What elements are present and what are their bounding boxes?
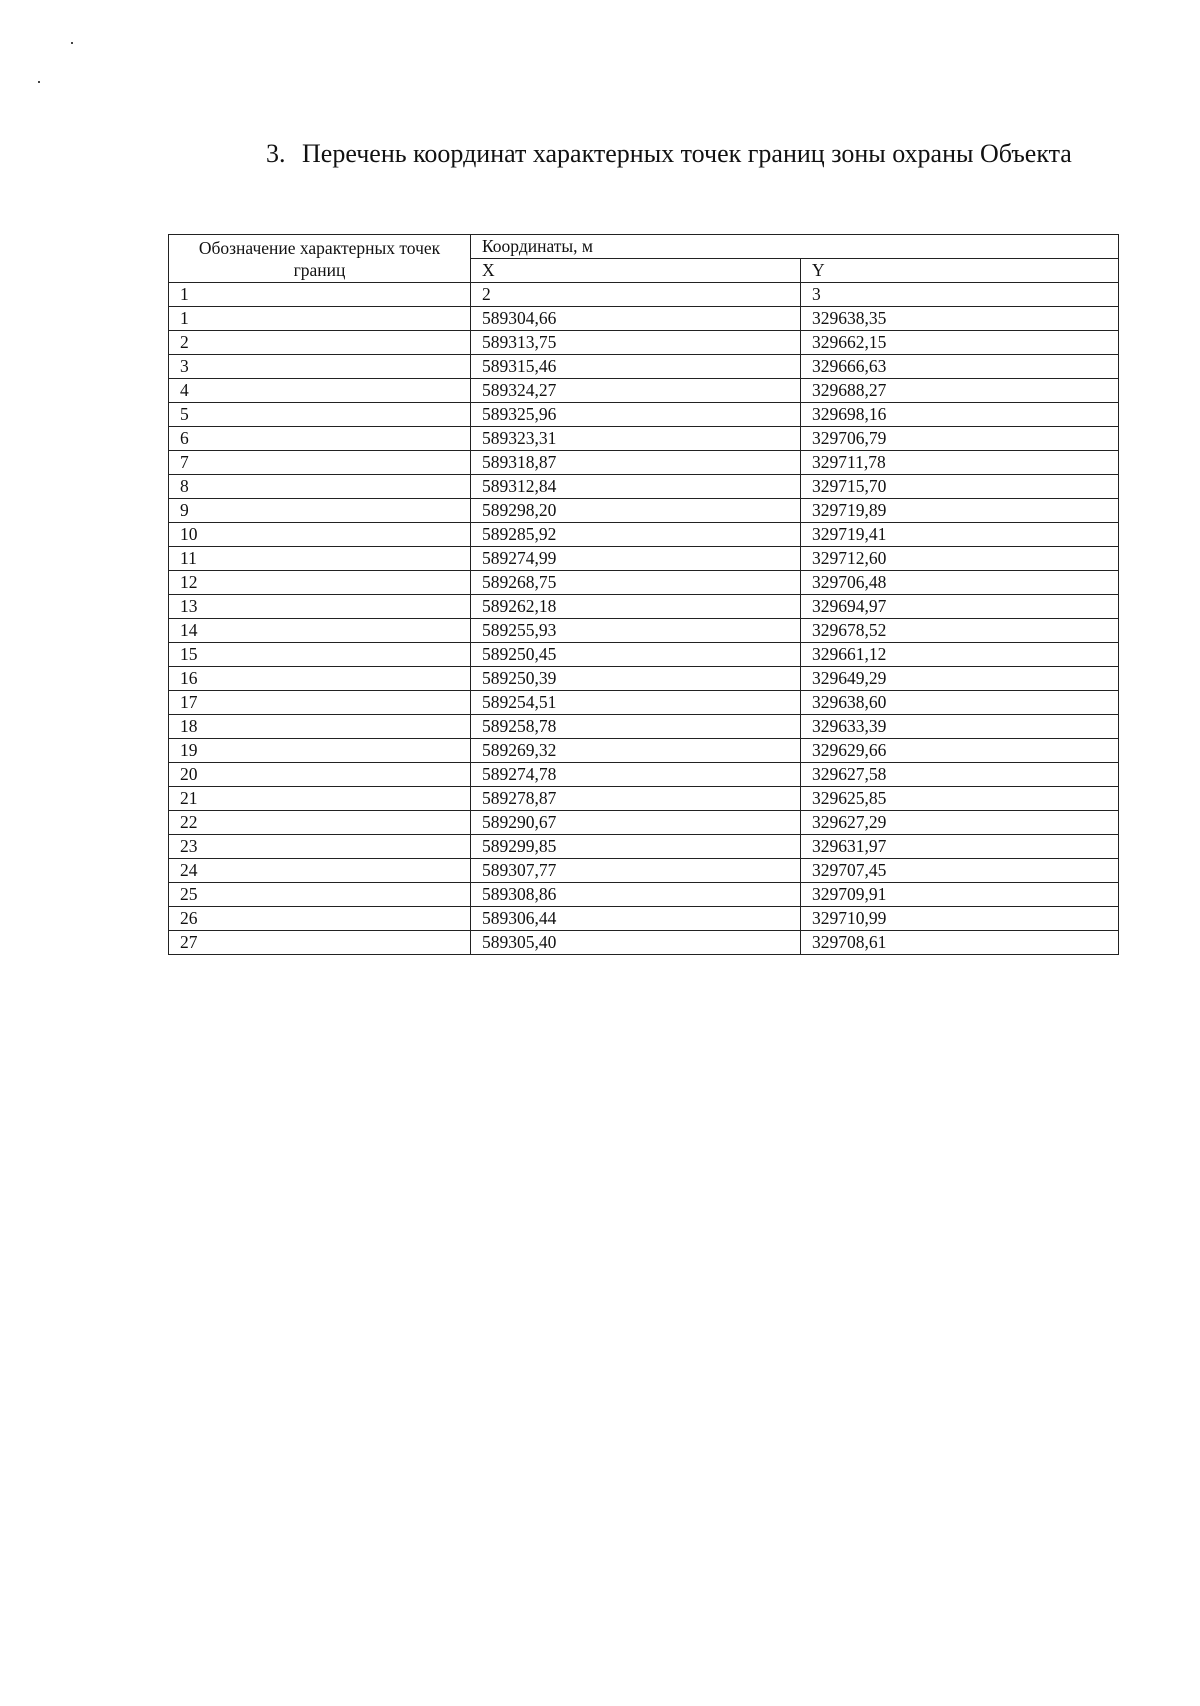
- point-cell: 21: [169, 787, 471, 811]
- point-cell: 10: [169, 523, 471, 547]
- table-header: [169, 235, 1119, 307]
- point-cell: 4: [169, 379, 471, 403]
- point-cell: 3: [169, 355, 471, 379]
- table-row: [169, 499, 1119, 523]
- point-cell: 25: [169, 883, 471, 907]
- x-coordinate-cell: 589312,84: [471, 475, 801, 499]
- x-coordinate-cell: 589250,39: [471, 667, 801, 691]
- y-coordinate-cell: 329678,52: [801, 619, 1119, 643]
- y-coordinate-cell: 329719,89: [801, 499, 1119, 523]
- table-row: [169, 571, 1119, 595]
- y-coordinate-cell: 329638,35: [801, 307, 1119, 331]
- coordinates-header: Координаты, м: [471, 235, 1119, 259]
- y-coordinate-cell: 329698,16: [801, 403, 1119, 427]
- section-title: Перечень координат характерных точек границ зоны охраны Объекта: [302, 139, 1072, 168]
- point-cell: 27: [169, 931, 471, 955]
- point-cell: 14: [169, 619, 471, 643]
- x-coordinate-cell: 589290,67: [471, 811, 801, 835]
- point-cell: 6: [169, 427, 471, 451]
- y-coordinate-cell: 329629,66: [801, 739, 1119, 763]
- y-header: Y: [801, 259, 1119, 283]
- x-coordinate-cell: 589307,77: [471, 859, 801, 883]
- coordinates-table: [168, 234, 1119, 955]
- section-heading: [266, 138, 1126, 169]
- y-coordinate-cell: 329633,39: [801, 715, 1119, 739]
- table-row: [169, 475, 1119, 499]
- table-row: [169, 763, 1119, 787]
- x-coordinate-cell: 589325,96: [471, 403, 801, 427]
- point-cell: 24: [169, 859, 471, 883]
- table-row: [169, 307, 1119, 331]
- y-coordinate-cell: 329631,97: [801, 835, 1119, 859]
- table-row: [169, 883, 1119, 907]
- y-coordinate-cell: 329719,41: [801, 523, 1119, 547]
- header-row: [169, 235, 1119, 259]
- table-body: [169, 307, 1119, 955]
- y-coordinate-cell: 329707,45: [801, 859, 1119, 883]
- x-coordinate-cell: 589323,31: [471, 427, 801, 451]
- x-header: X: [471, 259, 801, 283]
- x-coordinate-cell: 589255,93: [471, 619, 801, 643]
- point-cell: 7: [169, 451, 471, 475]
- table-row: [169, 451, 1119, 475]
- y-coordinate-cell: 329712,60: [801, 547, 1119, 571]
- y-coordinate-cell: 329662,15: [801, 331, 1119, 355]
- point-cell: 8: [169, 475, 471, 499]
- x-coordinate-cell: 589278,87: [471, 787, 801, 811]
- y-coordinate-cell: 329625,85: [801, 787, 1119, 811]
- table-row: [169, 931, 1119, 955]
- table-row: [169, 643, 1119, 667]
- point-cell: 1: [169, 307, 471, 331]
- x-coordinate-cell: 589315,46: [471, 355, 801, 379]
- y-coordinate-cell: 329666,63: [801, 355, 1119, 379]
- point-cell: 17: [169, 691, 471, 715]
- x-coordinate-cell: 589305,40: [471, 931, 801, 955]
- x-coordinate-cell: 589258,78: [471, 715, 801, 739]
- x-coordinate-cell: 589324,27: [471, 379, 801, 403]
- y-coordinate-cell: 329715,70: [801, 475, 1119, 499]
- x-coordinate-cell: 589274,99: [471, 547, 801, 571]
- table-row: [169, 739, 1119, 763]
- table-row: [169, 667, 1119, 691]
- section-number: 3.: [266, 139, 286, 168]
- x-coordinate-cell: 589306,44: [471, 907, 801, 931]
- y-coordinate-cell: 329694,97: [801, 595, 1119, 619]
- table-row: [169, 619, 1119, 643]
- point-cell: 9: [169, 499, 471, 523]
- table-row: [169, 523, 1119, 547]
- point-cell: 23: [169, 835, 471, 859]
- point-cell: 2: [169, 331, 471, 355]
- table-row: [169, 907, 1119, 931]
- table-row: [169, 835, 1119, 859]
- column-number: 1: [169, 283, 471, 307]
- point-cell: 15: [169, 643, 471, 667]
- table-row: [169, 787, 1119, 811]
- point-cell: 22: [169, 811, 471, 835]
- x-coordinate-cell: 589298,20: [471, 499, 801, 523]
- table-row: [169, 427, 1119, 451]
- point-designation-header: Обозначение характерных точек границ: [169, 235, 471, 283]
- point-cell: 11: [169, 547, 471, 571]
- y-coordinate-cell: 329711,78: [801, 451, 1119, 475]
- y-coordinate-cell: 329709,91: [801, 883, 1119, 907]
- point-cell: 18: [169, 715, 471, 739]
- y-coordinate-cell: 329649,29: [801, 667, 1119, 691]
- scan-speck: [71, 42, 73, 44]
- table-row: [169, 691, 1119, 715]
- table-row: [169, 595, 1119, 619]
- table-row: [169, 403, 1119, 427]
- point-cell: 19: [169, 739, 471, 763]
- column-number: 2: [471, 283, 801, 307]
- column-number-row: [169, 283, 1119, 307]
- x-coordinate-cell: 589318,87: [471, 451, 801, 475]
- y-coordinate-cell: 329706,79: [801, 427, 1119, 451]
- x-coordinate-cell: 589262,18: [471, 595, 801, 619]
- y-coordinate-cell: 329688,27: [801, 379, 1119, 403]
- y-coordinate-cell: 329638,60: [801, 691, 1119, 715]
- table-row: [169, 715, 1119, 739]
- point-cell: 13: [169, 595, 471, 619]
- y-coordinate-cell: 329627,29: [801, 811, 1119, 835]
- table-row: [169, 331, 1119, 355]
- x-coordinate-cell: 589268,75: [471, 571, 801, 595]
- table-row: [169, 355, 1119, 379]
- x-coordinate-cell: 589274,78: [471, 763, 801, 787]
- point-cell: 5: [169, 403, 471, 427]
- x-coordinate-cell: 589304,66: [471, 307, 801, 331]
- point-cell: 16: [169, 667, 471, 691]
- x-coordinate-cell: 589250,45: [471, 643, 801, 667]
- x-coordinate-cell: 589269,32: [471, 739, 801, 763]
- table-row: [169, 547, 1119, 571]
- point-cell: 12: [169, 571, 471, 595]
- x-coordinate-cell: 589299,85: [471, 835, 801, 859]
- table-row: [169, 811, 1119, 835]
- x-coordinate-cell: 589285,92: [471, 523, 801, 547]
- scan-speck: [38, 81, 40, 83]
- y-coordinate-cell: 329708,61: [801, 931, 1119, 955]
- column-number: 3: [801, 283, 1119, 307]
- x-coordinate-cell: 589308,86: [471, 883, 801, 907]
- y-coordinate-cell: 329706,48: [801, 571, 1119, 595]
- point-cell: 20: [169, 763, 471, 787]
- table-row: [169, 859, 1119, 883]
- y-coordinate-cell: 329627,58: [801, 763, 1119, 787]
- x-coordinate-cell: 589313,75: [471, 331, 801, 355]
- table-row: [169, 379, 1119, 403]
- y-coordinate-cell: 329661,12: [801, 643, 1119, 667]
- point-cell: 26: [169, 907, 471, 931]
- x-coordinate-cell: 589254,51: [471, 691, 801, 715]
- y-coordinate-cell: 329710,99: [801, 907, 1119, 931]
